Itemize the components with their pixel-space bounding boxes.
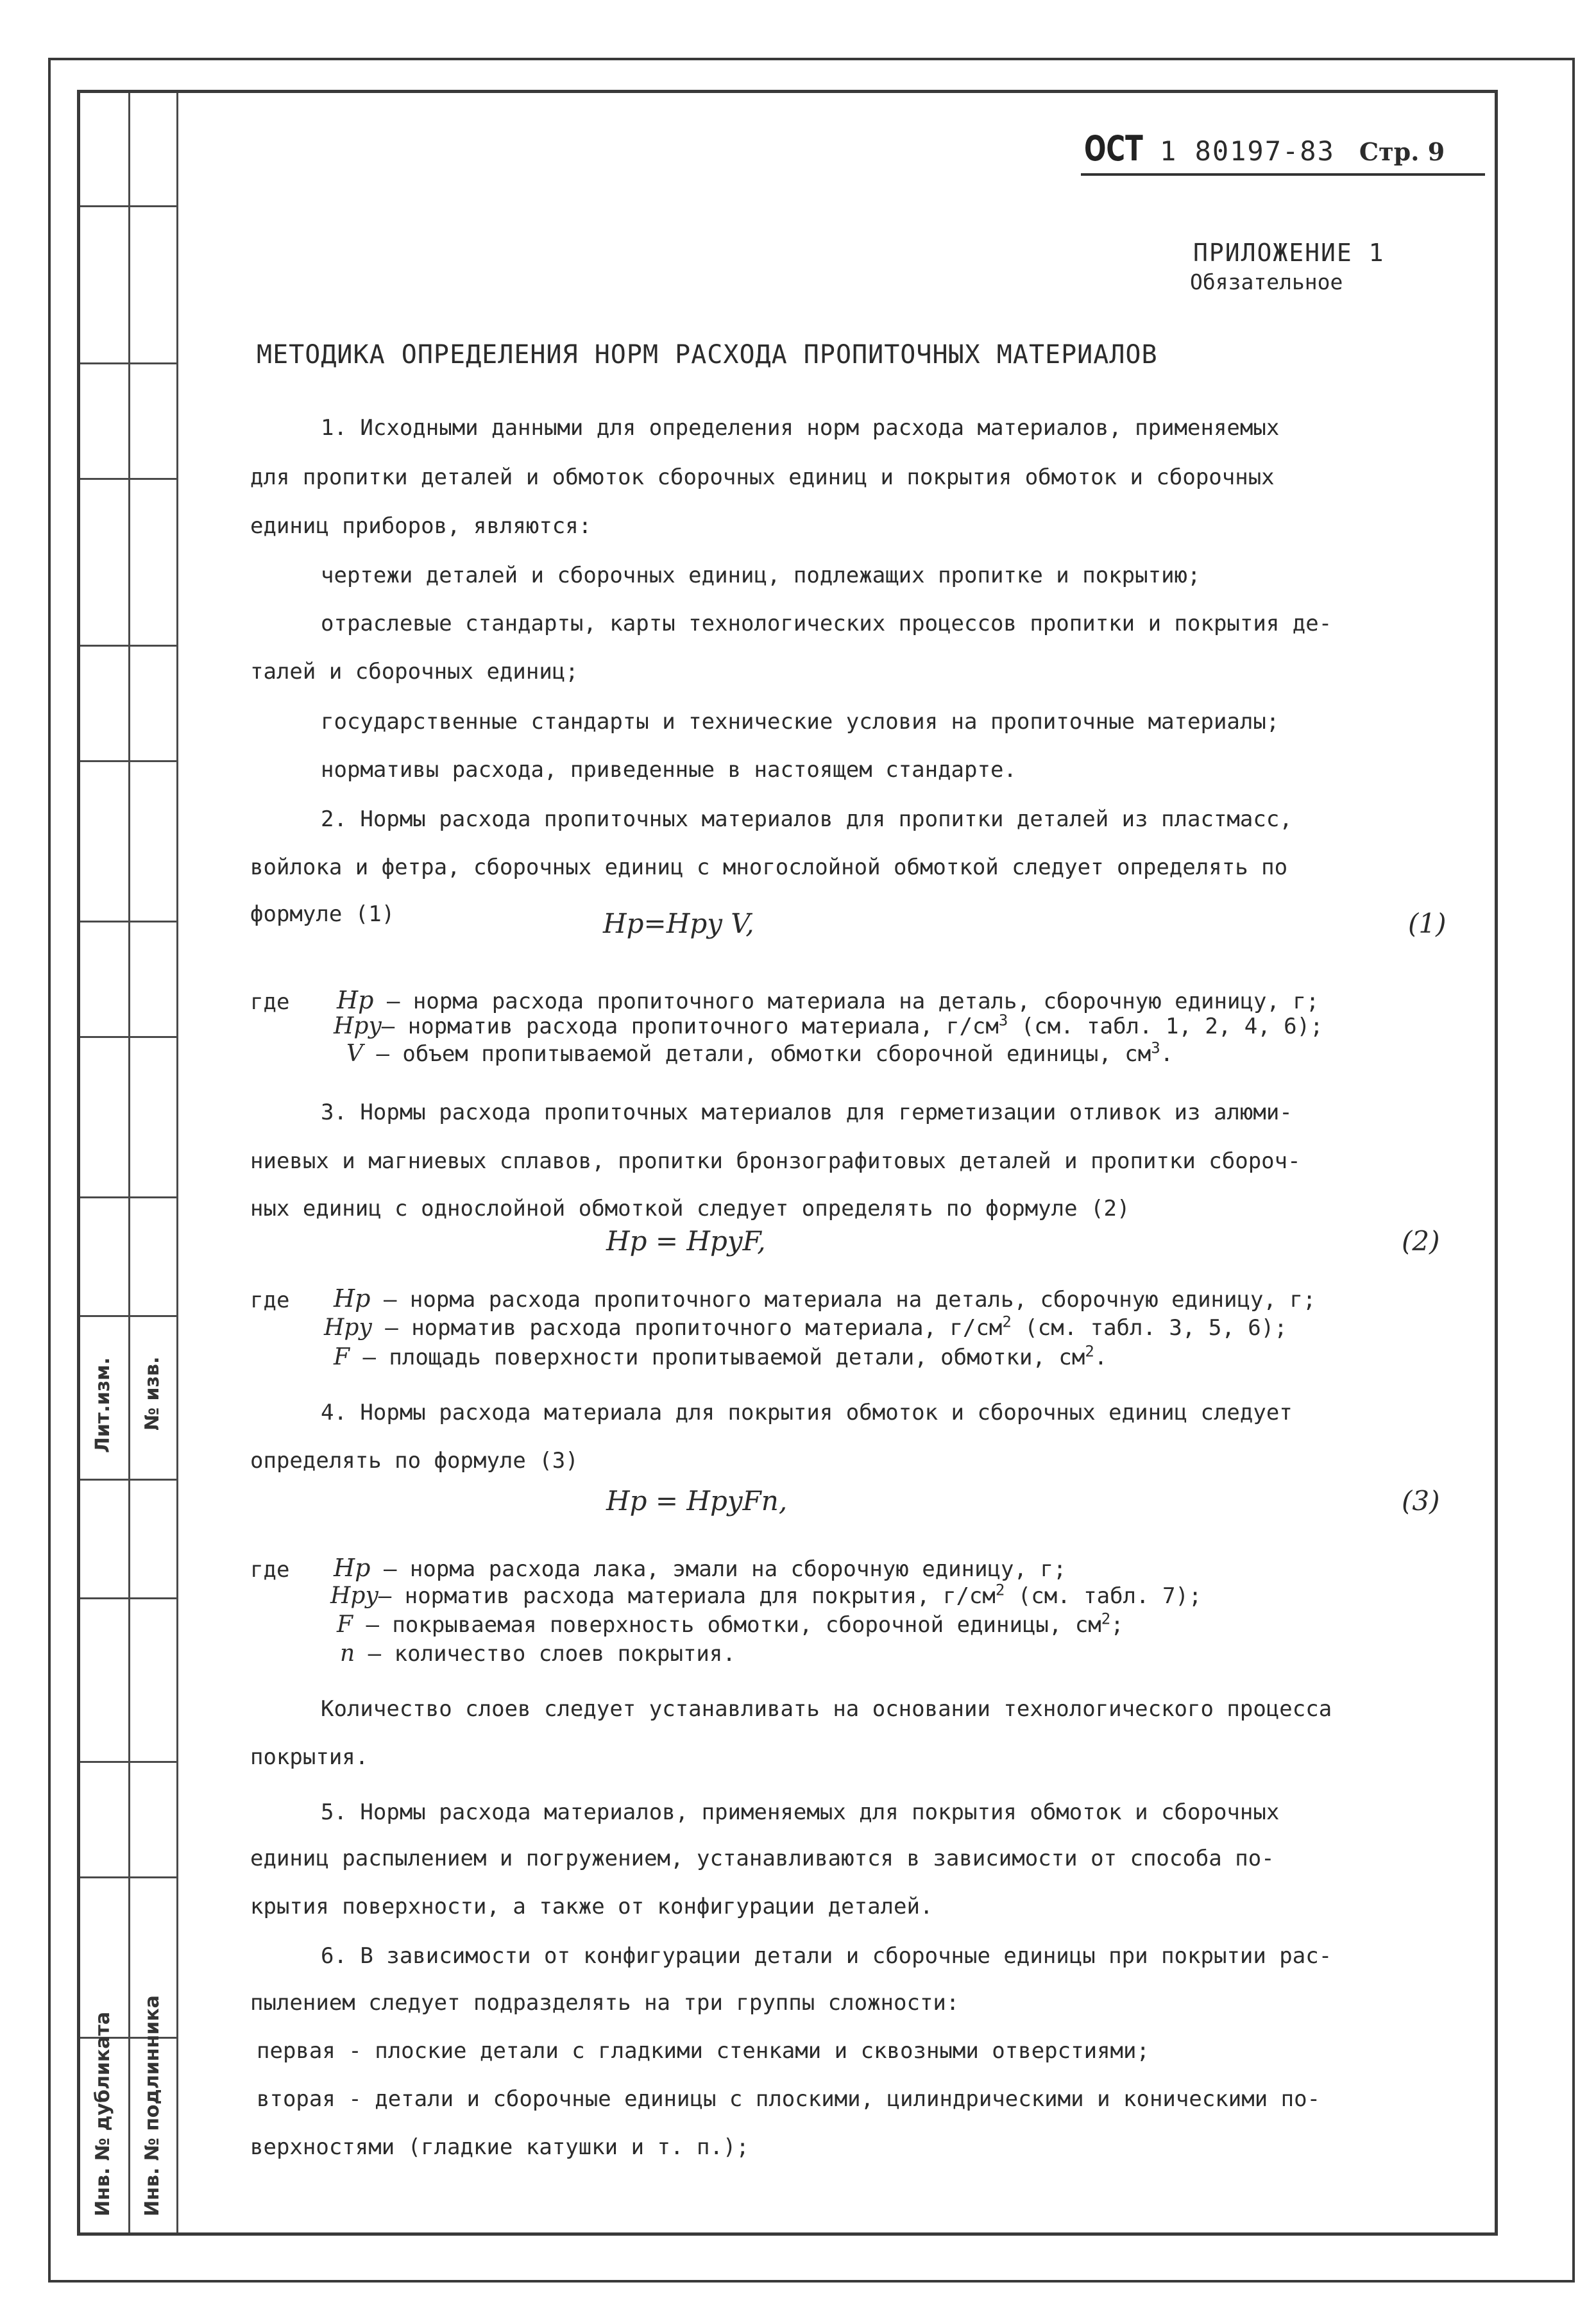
stamp-inv-podl: Инв. № подлинника <box>141 1995 164 2216</box>
text-line: единиц распылением и погружением, устанавливаются в зависимости от способа по- <box>250 1846 1275 1871</box>
doc-number: 1 80197-83 <box>1160 135 1335 167</box>
text-line: чертежи деталей и сборочных единиц, подлежащих пропитке и покрытию; <box>321 563 1201 588</box>
formula-3: Hp = HpyFn, <box>606 1485 788 1517</box>
text-line: покрытия. <box>250 1744 369 1770</box>
text-line: верхностями (гладкие катушки и т. п.); <box>250 2134 749 2160</box>
text-line: 3. Нормы расхода пропиточных материалов для герметизации отливок из алюми- <box>321 1100 1293 1125</box>
text-line: определять по формуле (3) <box>250 1448 579 1474</box>
text-line: государственные стандарты и технические условия на пропиточные материалы; <box>321 709 1280 735</box>
where-2-line-1: Hp – норма расхода пропиточного материала на деталь, сборочную единицу, г; <box>334 1284 1316 1313</box>
where-3-line-1: Hp – норма расхода лака, эмали на сборочную единицу, г; <box>334 1554 1067 1582</box>
where-2-line-2: Hpy – норматив расхода пропиточного материала, $г/см^2$ (см. табл. 3, 5, 6); <box>324 1313 1287 1341</box>
where-3-line-2: Hpy– норматив расхода материала для покрытия, $г/см^2$ (см. табл. 7); <box>330 1581 1202 1609</box>
text-line: единиц приборов, являются: <box>250 513 592 539</box>
text-line: нормативы расхода, приведенные в настоящем стандарте. <box>321 757 1017 783</box>
text-line: отраслевые стандарты, карты технологических процессов пропитки и покрытия де- <box>321 611 1332 636</box>
text-line: формуле (1) <box>250 901 395 927</box>
stamp-no-izv: № изв. <box>141 1356 164 1431</box>
formula-2: Hp = HpyF, <box>606 1225 766 1257</box>
text-line: крытия поверхности, а также от конфигурации деталей. <box>250 1894 933 1919</box>
text-line: вторая - детали и сборочные единицы с плоскими, цилиндрическими и коническими по- <box>257 2086 1321 2112</box>
text-line: талей и сборочных единиц; <box>250 659 579 684</box>
where-1-line-2: Hpy– норматив расхода пропиточного материала, $г/см^3$ (см. табл. 1, 2, 4, 6); <box>334 1011 1323 1039</box>
where-label: где <box>250 989 290 1015</box>
header-underline <box>1081 173 1485 176</box>
formula-1: Hp=Hpy V, <box>603 908 754 939</box>
where-2-line-3: F – площадь поверхности пропитываемой детали, обмотки, $см^2$. <box>334 1342 1108 1370</box>
text-line: 4. Нормы расхода материала для покрытия обмоток и сборочных единиц следует <box>321 1400 1293 1425</box>
text-line: 5. Нормы расхода материалов, применяемых для покрытия обмоток и сборочных <box>321 1799 1280 1825</box>
where-label: где <box>250 1288 290 1313</box>
formula-3-number: (3) <box>1402 1485 1440 1517</box>
where-3-line-3: F – покрываемая поверхность обмотки, сборочной единицы, $см^2$; <box>337 1610 1124 1638</box>
page-number: Стр. 9 <box>1359 137 1445 166</box>
text-line: для пропитки деталей и обмоток сборочных единиц и покрытия обмоток и сборочных <box>250 464 1275 490</box>
document-title: МЕТОДИКА ОПРЕДЕЛЕНИЯ НОРМ РАСХОДА ПРОПИТОЧНЫХ МАТЕРИАЛОВ <box>257 340 1158 370</box>
text-line: 1. Исходными данными для определения норм расхода материалов, применяемых <box>321 415 1280 441</box>
text-line: войлока и фетра, сборочных единиц с многослойной обмоткой следует определять по <box>250 854 1288 880</box>
ost-label: ОСТ <box>1084 128 1143 169</box>
text-line: ниевых и магниевых сплавов, пропитки бронзографитовых деталей и пропитки сбороч- <box>250 1148 1301 1174</box>
text-line: первая - плоские детали с гладкими стенками и сквозными отверстиями; <box>257 2038 1150 2064</box>
appendix-subtitle: Обязательное <box>1190 269 1343 294</box>
where-1-line-3: V – объем пропитываемой детали, обмотки сборочной единицы, $см^3$. <box>346 1039 1174 1067</box>
text-line: 2. Нормы расхода пропиточных материалов для пропитки деталей из пластмасс, <box>321 806 1293 832</box>
where-1-line-1: Hp – норма расхода пропиточного материала на деталь, сборочную единицу, г; <box>337 986 1320 1014</box>
text-line: 6. В зависимости от конфигурации детали и сборочные единицы при покрытии рас- <box>321 1943 1332 1969</box>
page-header <box>1084 128 1479 180</box>
formula-1-number: (1) <box>1408 908 1447 939</box>
stamp-lit-izm: Лит.изм. <box>92 1357 114 1453</box>
formula-2-number: (2) <box>1402 1225 1440 1257</box>
stamp-inv-dubl: Инв. № дубликата <box>92 2011 114 2216</box>
text-line: Количество слоев следует устанавливать на основании технологического процесса <box>321 1696 1332 1722</box>
left-stamp-strip <box>80 93 176 2232</box>
text-line: пылением следует подразделять на три группы сложности: <box>250 1990 960 2016</box>
where-3-line-4: n – количество слоев покрытия. <box>340 1640 736 1667</box>
text-line: ных единиц с однослойной обмоткой следует определять по формуле (2) <box>250 1196 1130 1221</box>
where-label: где <box>250 1557 290 1583</box>
appendix-title: ПРИЛОЖЕНИЕ 1 <box>1193 239 1385 267</box>
